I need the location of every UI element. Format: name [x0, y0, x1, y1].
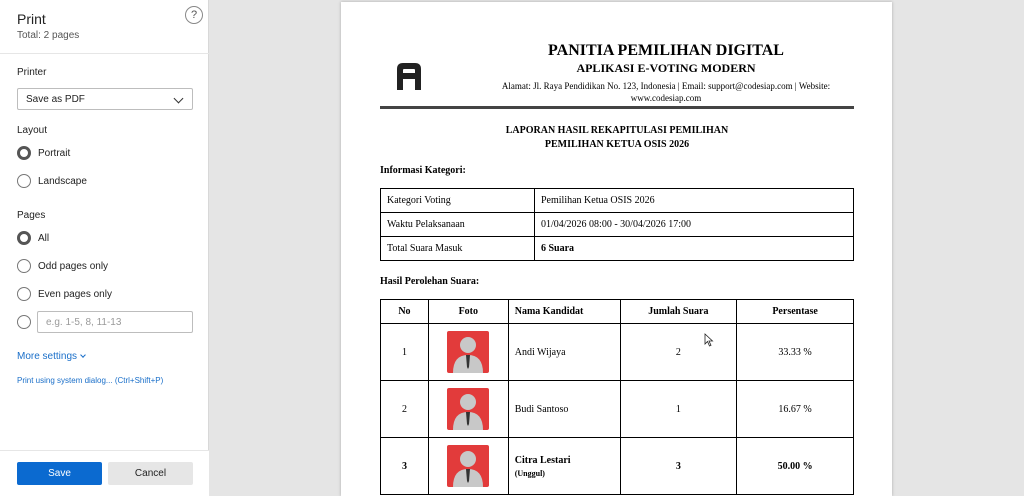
candidate-no: 1 — [381, 324, 429, 381]
printer-section-label: Printer — [17, 67, 47, 78]
candidate-name-cell — [508, 438, 620, 495]
column-header-foto: Foto — [428, 300, 508, 324]
chevron-down-icon — [174, 94, 184, 104]
user-silhouette-icon — [447, 445, 489, 487]
even-pages-radio[interactable] — [17, 287, 31, 301]
pages-odd-option[interactable] — [17, 258, 108, 274]
table-row — [381, 381, 854, 438]
report-title — [380, 124, 854, 152]
candidate-percent: 50.00 % — [737, 438, 854, 495]
help-icon[interactable]: ? — [185, 6, 203, 24]
header-divider — [0, 53, 209, 54]
results-table — [380, 299, 854, 495]
candidate-photo — [428, 324, 508, 381]
landscape-radio[interactable] — [17, 174, 31, 188]
all-pages-label: All — [38, 232, 50, 244]
candidate-votes: 1 — [620, 381, 737, 438]
results-heading: Hasil Perolehan Suara: — [380, 276, 480, 287]
candidate-votes: 3 — [620, 438, 737, 495]
table-header-row — [381, 300, 854, 324]
user-silhouette-icon — [447, 331, 489, 373]
header-rule — [380, 106, 854, 109]
more-settings-label: More settings — [17, 351, 78, 362]
cancel-button[interactable]: Cancel — [108, 462, 193, 485]
even-pages-label: Even pages only — [38, 288, 112, 300]
portrait-radio[interactable] — [17, 146, 31, 160]
column-header-persen: Persentase — [737, 300, 854, 324]
odd-pages-label: Odd pages only — [38, 260, 109, 272]
pages-all-option[interactable] — [17, 230, 49, 246]
save-button[interactable]: Save — [17, 462, 102, 485]
address-line: Alamat: Jl. Raya Pendidikan No. 123, Indonesia | Email: support@codesiap.com | Website: www.codesiap.com — [501, 81, 831, 103]
candidate-name: Budi Santoso — [508, 381, 620, 438]
letter-a-logo — [394, 60, 424, 90]
report-title-line-1: LAPORAN HASIL REKAPITULASI PEMILIHAN — [505, 125, 729, 136]
candidate-name: Citra Lestari — [514, 454, 571, 466]
table-row — [381, 237, 854, 261]
landscape-label: Landscape — [38, 175, 87, 187]
print-title: Print — [17, 11, 46, 27]
chevron-down-icon — [80, 352, 86, 358]
winner-tag: (Unggul) — [514, 468, 545, 478]
column-header-jumlah: Jumlah Suara — [620, 300, 737, 324]
candidate-photo — [428, 438, 508, 495]
printer-select-value: Save as PDF — [26, 94, 85, 105]
candidate-percent: 16.67 % — [737, 381, 854, 438]
info-heading: Informasi Kategori: — [380, 165, 466, 176]
info-value: 01/04/2026 08:00 - 30/04/2026 17:00 — [535, 213, 854, 237]
more-settings-link[interactable] — [17, 351, 85, 362]
layout-portrait-option[interactable] — [17, 145, 70, 161]
table-row — [381, 213, 854, 237]
report-title-line-2: PEMILIHAN KETUA OSIS 2026 — [544, 139, 690, 150]
candidate-percent: 33.33 % — [737, 324, 854, 381]
info-table — [380, 188, 854, 261]
page-range-input[interactable] — [37, 311, 193, 333]
info-key: Kategori Voting — [381, 189, 535, 213]
printer-select[interactable] — [17, 88, 193, 110]
info-value: Pemilihan Ketua OSIS 2026 — [535, 189, 854, 213]
odd-pages-radio[interactable] — [17, 259, 31, 273]
pages-even-option[interactable] — [17, 286, 112, 302]
organization-name: PANITIA PEMILIHAN DIGITAL — [548, 42, 784, 59]
column-header-nama: Nama Kandidat — [508, 300, 620, 324]
app-name: APLIKASI E-VOTING MODERN — [576, 61, 756, 75]
table-row — [381, 324, 854, 381]
mouse-cursor-icon — [704, 333, 714, 347]
table-row — [381, 189, 854, 213]
candidate-votes: 2 — [620, 324, 737, 381]
pages-custom-option[interactable] — [17, 314, 31, 330]
system-dialog-link[interactable]: Print using system dialog... (Ctrl+Shift+P) — [17, 376, 164, 385]
candidate-photo — [428, 381, 508, 438]
custom-pages-radio[interactable] — [17, 315, 31, 329]
all-pages-radio[interactable] — [17, 231, 31, 245]
layout-section-label: Layout — [17, 125, 48, 136]
candidate-no: 3 — [381, 438, 429, 495]
info-value: 6 Suara — [535, 237, 854, 261]
print-preview-page — [341, 2, 892, 496]
portrait-label: Portrait — [38, 147, 71, 159]
info-key: Total Suara Masuk — [381, 237, 535, 261]
total-pages-label: Total: 2 pages — [17, 30, 80, 41]
user-silhouette-icon — [447, 388, 489, 430]
pages-section-label: Pages — [17, 210, 46, 221]
candidate-no: 2 — [381, 381, 429, 438]
column-header-no: No — [381, 300, 429, 324]
info-key: Waktu Pelaksanaan — [381, 213, 535, 237]
candidate-name: Andi Wijaya — [508, 324, 620, 381]
print-settings-panel — [0, 0, 209, 496]
table-row — [381, 438, 854, 495]
layout-landscape-option[interactable] — [17, 173, 87, 189]
